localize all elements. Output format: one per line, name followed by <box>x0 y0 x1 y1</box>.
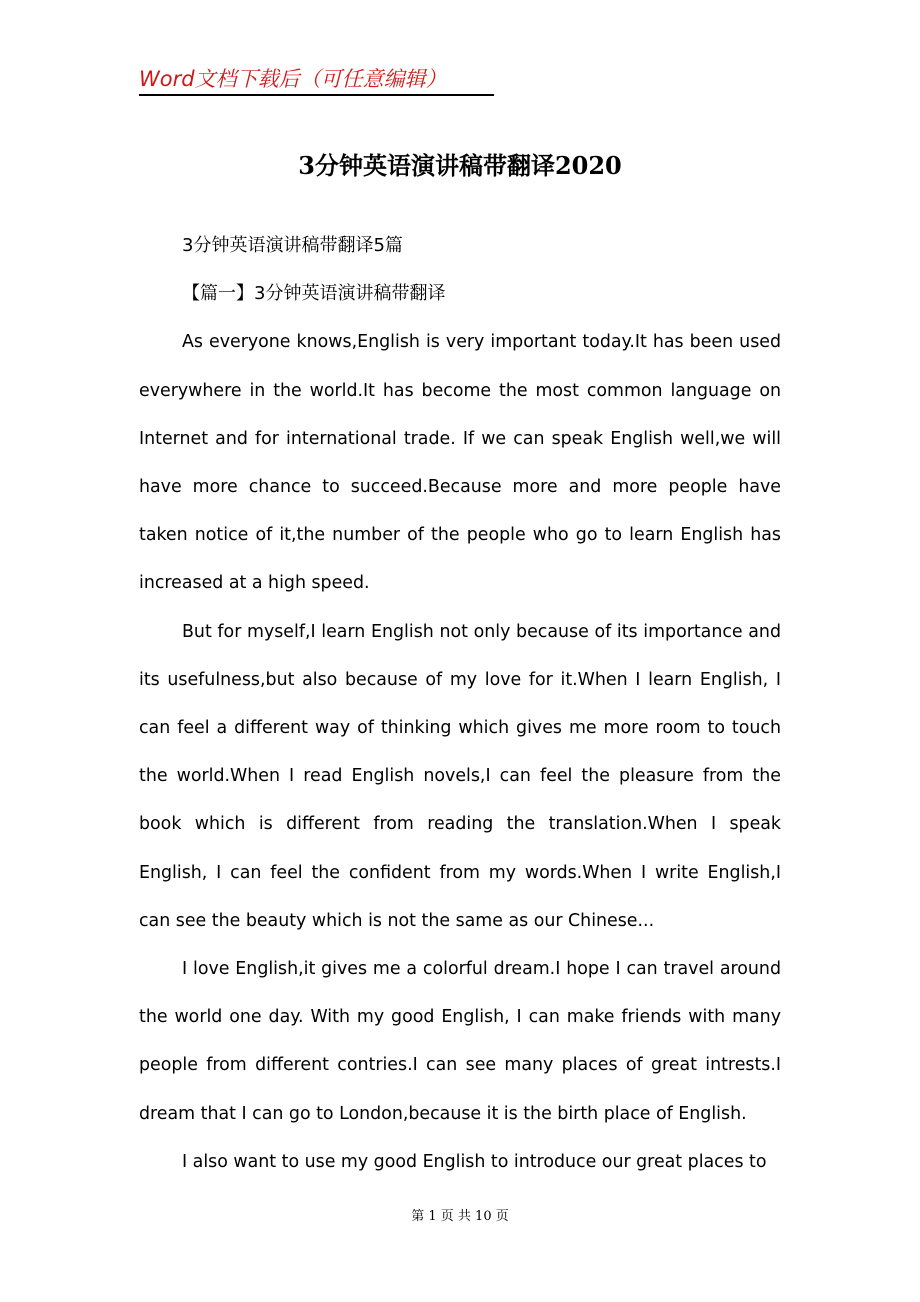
download-header-link[interactable] <box>139 64 494 96</box>
page-number: 第 1 页 共 10 页 <box>411 1209 509 1224</box>
download-header-text[interactable]: Word文档下载后（可任意编辑） <box>139 67 447 91</box>
document-title: 3分钟英语演讲稿带翻译2020 <box>298 151 622 180</box>
paragraph: I also want to use my good English to introduce our great places to <box>182 1151 767 1172</box>
document-body <box>139 222 781 1186</box>
paragraph: But for myself,I learn English not only because of its importance and its usefulness,but also because of my love for it.When I learn English, I can feel a different way of thinking which gives me more room to touch the world.When I read English novels,I can feel the pleasure from the book which is different from reading the translation.When I speak English, I can feel the confident from my words.When I write English,I can see the beauty which is not the same as our Chinese... <box>139 621 781 931</box>
section-heading: 【篇一】3分钟英语演讲稿带翻译 <box>182 283 446 305</box>
paragraph: As everyone knows,English is very important today.It has been used everywhere in the world.It has become the most common language on Internet and for international trade. If we can speak English well,we will have more chance to succeed.Because more and more people have taken notice of it,the number of the people who go to learn English has increased at a high speed. <box>139 332 781 594</box>
document-subtitle: 3分钟英语演讲稿带翻译5篇 <box>182 235 403 256</box>
paragraph: I love English,it gives me a colorful dream.I hope I can travel around the world one day. With my good English, I can make friends with many people from different contries.I can see many places of great intrests.I dream that I can go to London,because it is the birth place of English. <box>139 959 781 1124</box>
